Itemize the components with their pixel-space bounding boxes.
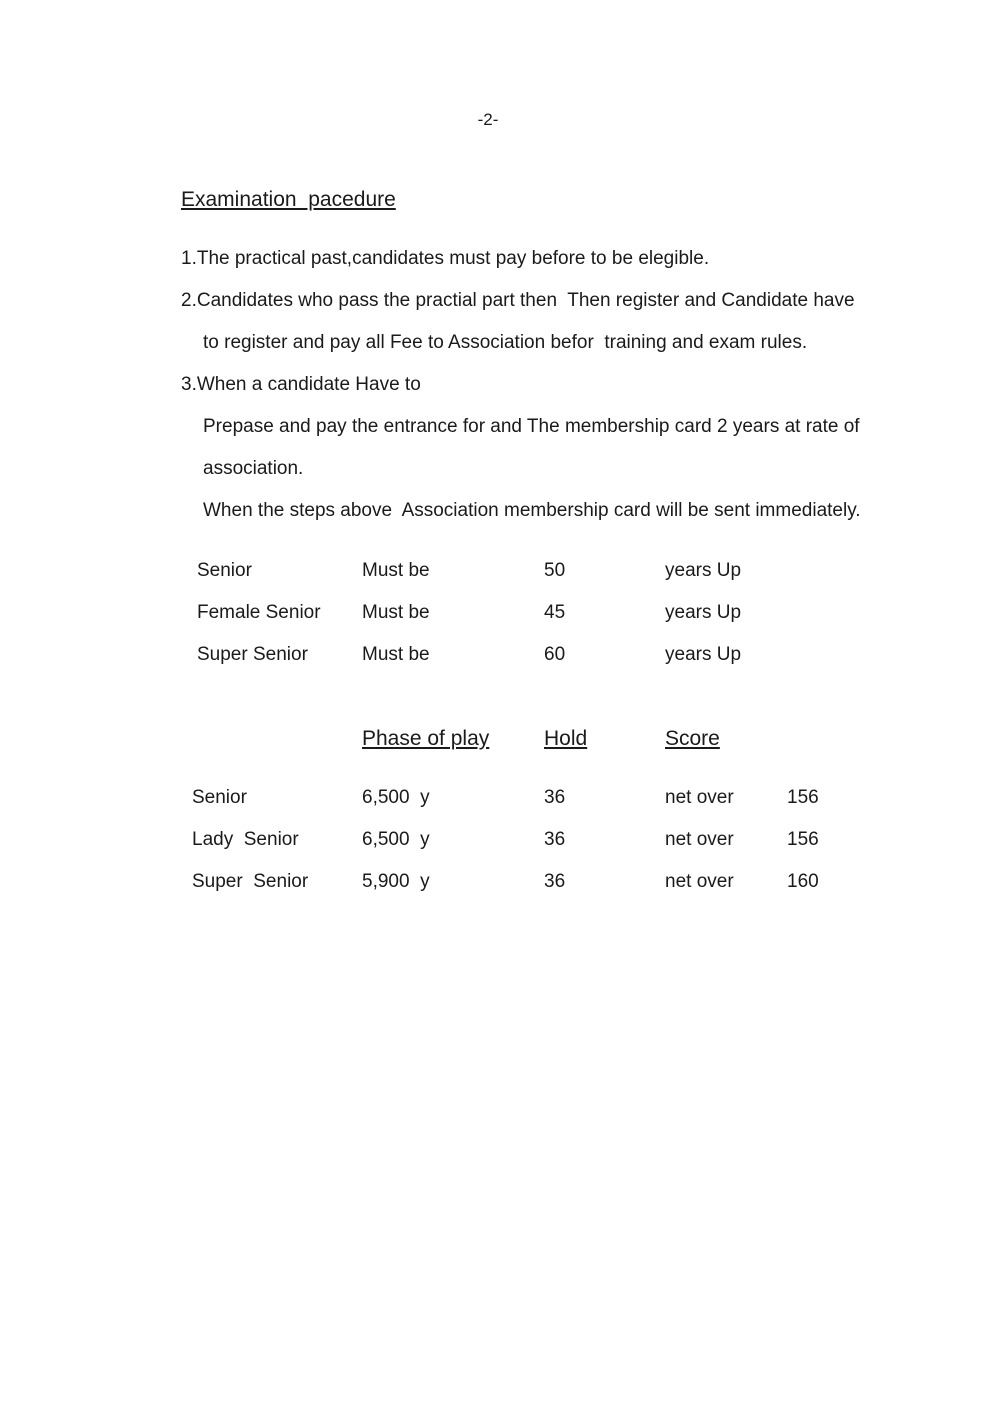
header-phase-of-play: Phase of play (362, 727, 490, 750)
age-category: Senior (197, 560, 252, 581)
play-category: Lady Senior (192, 829, 299, 850)
play-category: Senior (192, 787, 247, 808)
paragraph-line-5: Prepase and pay the entrance for and The membership card 2 years at rate of (203, 416, 860, 437)
paragraph-line-6: association. (203, 458, 304, 479)
play-score: 160 (787, 871, 819, 892)
paragraph-line-1: 1.The practical past,candidates must pay before to be elegible. (181, 248, 710, 269)
age-condition: Must be (362, 560, 430, 581)
play-phase: 5,900 y (362, 871, 430, 892)
paragraph-line-2: 2.Candidates who pass the practial part then Then register and Candidate have (181, 290, 855, 311)
play-score-label: net over (665, 829, 734, 850)
paragraph-line-7: When the steps above Association membership card will be sent immediately. (203, 500, 861, 521)
play-category: Super Senior (192, 871, 309, 892)
section-heading: Examination pacedure (181, 188, 396, 211)
age-category: Super Senior (197, 644, 308, 665)
age-suffix: years Up (665, 560, 742, 581)
play-phase: 6,500 y (362, 829, 430, 850)
age-condition: Must be (362, 602, 430, 623)
age-value: 60 (544, 644, 566, 665)
age-value: 50 (544, 560, 566, 581)
play-phase: 6,500 y (362, 787, 430, 808)
header-score: Score (665, 727, 720, 750)
age-category: Female Senior (197, 602, 321, 623)
play-score: 156 (787, 787, 819, 808)
age-condition: Must be (362, 644, 430, 665)
play-score-label: net over (665, 787, 734, 808)
page-number: -2- (477, 110, 499, 129)
paragraph-line-4: 3.When a candidate Have to (181, 374, 421, 395)
age-suffix: years Up (665, 644, 742, 665)
age-value: 45 (544, 602, 566, 623)
play-hold: 36 (544, 871, 566, 892)
play-score-label: net over (665, 871, 734, 892)
play-score: 156 (787, 829, 819, 850)
play-hold: 36 (544, 829, 566, 850)
header-hold: Hold (544, 727, 588, 750)
age-suffix: years Up (665, 602, 742, 623)
play-hold: 36 (544, 787, 566, 808)
paragraph-line-3: to register and pay all Fee to Association befor training and exam rules. (203, 332, 808, 353)
